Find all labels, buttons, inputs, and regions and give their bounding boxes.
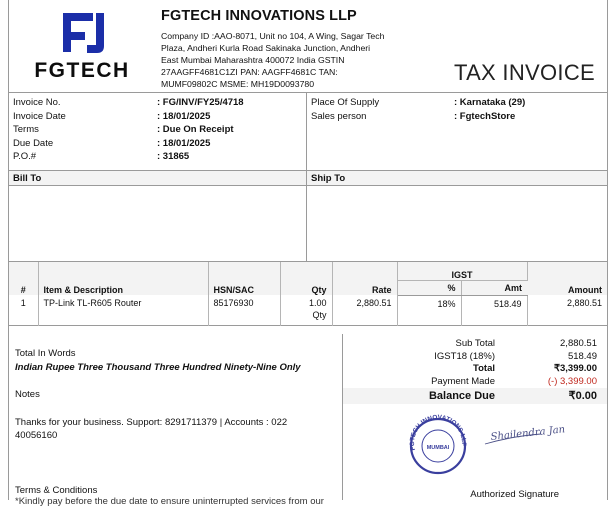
stamp-arc-text: FGTECH INNOVATIONS LLP: [408, 414, 468, 452]
col-header-hsn: HSN/SAC: [208, 262, 280, 295]
meta-label: P.O.#: [13, 151, 37, 162]
company-name: FGTECH INNOVATIONS LLP: [161, 8, 357, 24]
col-header-rate: Rate: [332, 262, 397, 295]
notes-label: Notes: [15, 389, 40, 400]
ship-to-box: [307, 171, 607, 261]
total-row: [343, 363, 607, 376]
signature-text: Shailendra Jan: [490, 424, 566, 443]
col-header-item: Item & Description: [38, 262, 208, 295]
meta-row-due-date: [13, 137, 306, 151]
col-header-number: #: [9, 262, 38, 295]
cell-hsn: 85176930: [208, 295, 280, 325]
meta-row-sales-person: [311, 110, 607, 124]
meta-label: Invoice No.: [13, 97, 61, 108]
meta-value: : Karnataka (29): [454, 97, 526, 108]
company-address: [161, 30, 406, 90]
cell-qty: [280, 295, 332, 325]
igst-label: IGST18 (18%): [434, 350, 495, 362]
notes-text: Thanks for your business. Support: 8291711379 | Accounts : 022 40056160: [15, 417, 288, 441]
cell-rate: 2,880.51: [332, 295, 397, 325]
terms-text: *Kindly pay before the due date to ensure uninterrupted services from our: [15, 496, 324, 507]
payment-made-label: Payment Made: [431, 375, 495, 387]
signature-area: [343, 410, 607, 500]
sub-total-value: 2,880.51: [560, 338, 597, 349]
col-header-igst-amt: Amt: [461, 280, 527, 295]
cell-item: TP-Link TL-R605 Router: [38, 295, 208, 325]
balance-due-label: Balance Due: [428, 390, 495, 402]
meta-row-po: [13, 150, 306, 164]
meta-label: Due Date: [13, 137, 54, 149]
igst-value: 518.49: [567, 350, 597, 362]
bill-to-box: [9, 171, 307, 261]
payment-made-row: [343, 376, 607, 389]
cell-number: 1: [9, 295, 38, 325]
meta-value: : FG/INV/FY25/4718: [157, 97, 244, 108]
logo-text: FGTECH: [34, 59, 130, 82]
meta-label: Sales person: [311, 110, 367, 122]
address-section: [9, 171, 607, 262]
fgtech-logo-icon: [23, 10, 141, 82]
cell-igst-amt: 518.49: [461, 295, 527, 325]
sub-total-row: [343, 338, 607, 351]
total-label: Total: [473, 363, 495, 374]
ship-to-label: Ship To: [307, 171, 607, 186]
cell-amount: 2,880.51: [566, 298, 602, 308]
meta-label: Invoice Date: [13, 110, 66, 122]
col-header-igst: IGST: [397, 262, 527, 280]
meta-label: Terms: [13, 124, 39, 135]
meta-row-place-of-supply: [311, 96, 607, 110]
invoice-page: [8, 0, 608, 507]
terms-label: Terms & Conditions: [15, 485, 98, 496]
qty-unit: Qty: [312, 310, 327, 320]
meta-value: : 31865: [157, 151, 190, 162]
meta-value: : 18/01/2025: [157, 137, 211, 149]
igst-row: [343, 351, 607, 364]
address-line: East Mumbai Maharashtra 400072 India GSTIN: [161, 55, 345, 65]
meta-value: : FgtechStore: [454, 110, 516, 122]
address-line: 27AAGFF4681C1ZI PAN: AAGFF4681C TAN:: [161, 67, 338, 77]
meta-value: : 18/01/2025: [157, 110, 211, 122]
document-title: TAX INVOICE: [453, 60, 595, 85]
table-header-row: [9, 262, 607, 280]
cell-igst-percent: 18%: [397, 295, 461, 325]
total-value: ₹3,399.00: [553, 363, 597, 374]
authorized-signature-label: Authorized Signature: [470, 489, 559, 500]
footer-notes-area: [9, 334, 343, 507]
supply-details: [307, 93, 607, 170]
sub-total-label: Sub Total: [455, 338, 495, 349]
payment-made-value: (-) 3,399.00: [547, 375, 597, 387]
totals-area: [343, 334, 607, 500]
total-in-words-label: Total In Words: [15, 348, 76, 359]
company-stamp-icon: [343, 410, 607, 486]
qty-value: 1.00: [308, 298, 327, 308]
balance-due-value: ₹0.00: [568, 390, 597, 402]
address-line: MUMF09802C MSME: MH19D0093780: [161, 79, 315, 89]
meta-row-invoice-no: [13, 96, 306, 110]
col-header-qty: Qty: [280, 262, 332, 295]
meta-label: Place Of Supply: [311, 97, 380, 108]
col-header-amount: Amount: [527, 262, 607, 295]
invoice-details: [9, 93, 307, 170]
total-in-words: Indian Rupee Three Thousand Three Hundred Ninety-Nine Only: [15, 362, 301, 373]
meta-row-invoice-date: [13, 110, 306, 124]
balance-due-row: [343, 388, 607, 404]
line-items-table: [9, 262, 607, 326]
meta-value: : Due On Receipt: [157, 124, 234, 135]
totals-summary: [343, 334, 607, 404]
address-line: Plaza, Andheri Kurla Road Sakinaka Junction, Andheri: [161, 43, 371, 53]
invoice-header: [9, 0, 607, 93]
col-header-igst-percent: %: [397, 280, 461, 295]
invoice-meta: [9, 93, 607, 171]
meta-row-terms: [13, 123, 306, 137]
table-row: [9, 295, 607, 325]
invoice-footer: [9, 334, 607, 507]
address-line: Company ID :AAO-8071, Unit no 104, A Wing, Sagar Tech: [161, 31, 385, 41]
bill-to-label: Bill To: [9, 171, 306, 186]
stamp-center-text: MUMBAI: [426, 445, 450, 451]
company-logo: [23, 10, 141, 82]
